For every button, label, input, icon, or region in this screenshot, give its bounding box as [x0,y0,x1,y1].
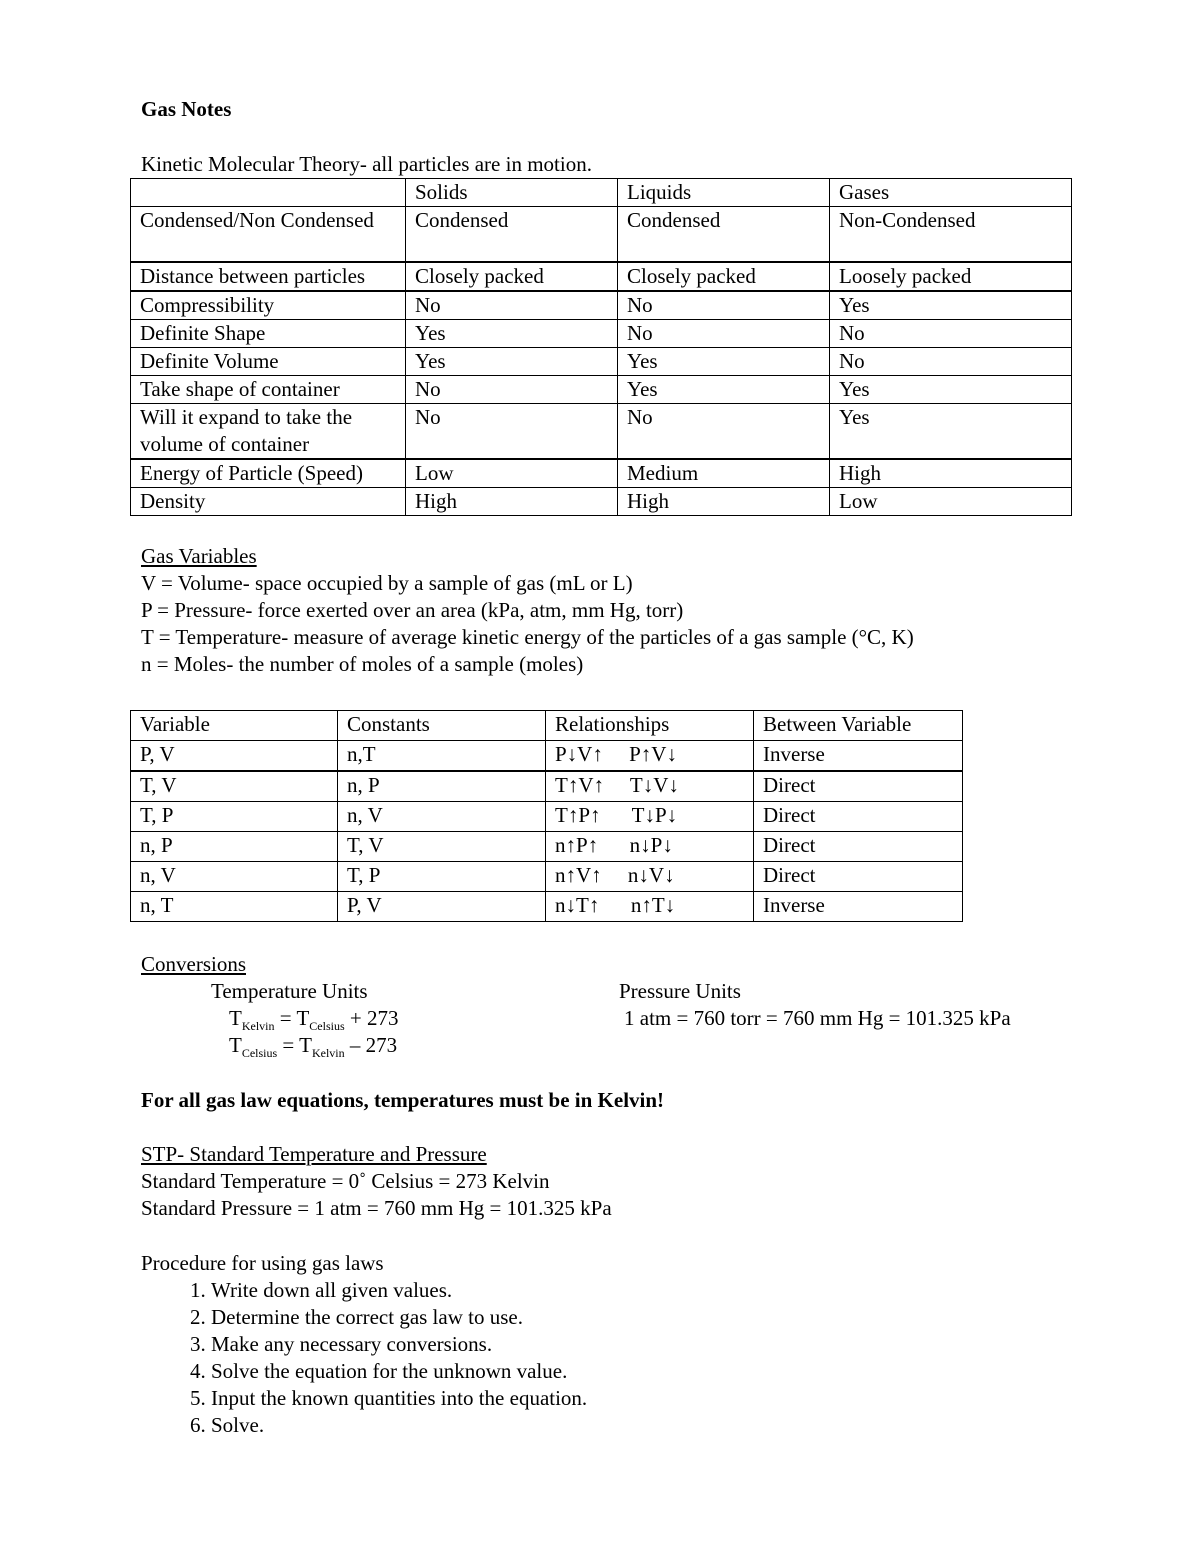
list-item: 2. Determine the correct gas law to use. [211,1304,587,1331]
table-cell: Energy of Particle (Speed) [131,459,406,488]
table-header-cell: Liquids [618,179,830,207]
table-cell: Loosely packed [830,262,1072,291]
table-cell: Low [406,459,618,488]
table-cell: n,T [338,741,546,772]
table-row [131,291,1072,320]
table-cell: No [406,376,618,404]
table-cell: Yes [618,376,830,404]
table-row [131,488,1072,516]
table-cell: No [406,291,618,320]
table-row [131,459,1072,488]
pressure-units-heading: Pressure Units [619,979,741,1003]
list-item: 6. Solve. [211,1412,587,1439]
table-cell: Closely packed [406,262,618,291]
table-cell: No [830,320,1072,348]
subscript-kelvin: Kelvin [311,1046,345,1060]
table-cell: Definite Volume [131,348,406,376]
table-cell: T↑P↑ T↓P↓ [546,802,754,832]
table-cell: n, V [338,802,546,832]
table-cell: T, V [338,832,546,862]
procedure-steps [141,1277,587,1439]
gas-variable-line: T = Temperature- measure of average kinetic energy of the particles of a gas sample (°C, K) [141,625,914,649]
table-cell: Yes [618,348,830,376]
stp-heading: STP- Standard Temperature and Pressure [141,1142,487,1166]
table-cell: T, V [131,771,338,802]
table-header-cell [131,179,406,207]
table-cell: No [618,291,830,320]
table-cell: Direct [754,802,963,832]
table-cell: Compressibility [131,291,406,320]
table-cell: Low [830,488,1072,516]
kelvin-note: For all gas law equations, temperatures must be in Kelvin! [141,1088,665,1112]
table-cell: Will it expand to take the volume of container [131,404,406,460]
symbol-t: T [229,1033,242,1057]
table-cell: Distance between particles [131,262,406,291]
list-item: 1. Write down all given values. [211,1277,587,1304]
list-item: 4. Solve the equation for the unknown value. [211,1358,587,1385]
table-cell: Yes [830,376,1072,404]
equation-rest: + 273 [344,1006,399,1030]
procedure-section [141,1250,587,1439]
table-cell: Yes [830,404,1072,460]
table-row [131,320,1072,348]
table-header-cell: Constants [338,711,546,741]
table-cell: T, P [131,802,338,832]
table-cell: Take shape of container [131,376,406,404]
table-header-cell: Between Variable [754,711,963,741]
table-row [131,348,1072,376]
list-item: 3. Make any necessary conversions. [211,1331,587,1358]
table-cell: High [406,488,618,516]
gas-variables-section [141,543,914,678]
kmt-intro: Kinetic Molecular Theory- all particles are in motion. [141,152,592,176]
table-row [131,207,1072,263]
list-item: 5. Input the known quantities into the equation. [211,1385,587,1412]
equals-sign: = [277,1033,300,1057]
table-cell: P, V [131,741,338,772]
subscript-celsius: Celsius [241,1046,278,1060]
table-cell: High [830,459,1072,488]
subscript-kelvin: Kelvin [241,1019,275,1033]
table-cell: Direct [754,832,963,862]
table-cell: T, P [338,862,546,892]
equation-rest: – 273 [344,1033,398,1057]
table-row [131,892,963,922]
table-cell: Closely packed [618,262,830,291]
symbol-t: T [299,1033,312,1057]
conversions-heading: Conversions [141,952,246,976]
pressure-equation: 1 atm = 760 torr = 760 mm Hg = 101.325 kPa [624,1006,1011,1030]
table-row [131,741,963,772]
table-cell: n↓T↑ n↑T↓ [546,892,754,922]
table-row [131,802,963,832]
table-cell: No [406,404,618,460]
table-header-row [131,711,963,741]
subscript-celsius: Celsius [309,1019,345,1033]
table-cell: P, V [338,892,546,922]
table-cell: High [618,488,830,516]
table-cell: Condensed [618,207,830,263]
stp-pressure: Standard Pressure = 1 atm = 760 mm Hg = 101.325 kPa [141,1196,612,1220]
table-header-cell: Relationships [546,711,754,741]
gas-variable-line: V = Volume- space occupied by a sample of gas (mL or L) [141,571,633,595]
gas-variables-heading: Gas Variables [141,544,257,568]
table-cell: Condensed/Non Condensed [131,207,406,263]
table-cell: Definite Shape [131,320,406,348]
celsius-conversion-equation [229,1032,397,1059]
stp-temperature: Standard Temperature = 0˚ Celsius = 273 Kelvin [141,1169,550,1193]
table-row [131,376,1072,404]
table-cell: Inverse [754,741,963,772]
table-row [131,862,963,892]
symbol-t: T [229,1006,242,1030]
table-cell: Direct [754,862,963,892]
table-row [131,832,963,862]
table-cell: Inverse [754,892,963,922]
table-cell: P↓V↑ P↑V↓ [546,741,754,772]
table-cell: No [830,348,1072,376]
table-header-cell: Solids [406,179,618,207]
table-cell: T↑V↑ T↓V↓ [546,771,754,802]
symbol-t: T [296,1006,310,1030]
table-row [131,404,1072,460]
equals-sign: = [274,1006,297,1030]
table-cell: n, P [338,771,546,802]
table-cell: n, P [131,832,338,862]
stp-section [141,1141,612,1222]
page-title: Gas Notes [141,97,232,121]
procedure-heading: Procedure for using gas laws [141,1251,384,1275]
table-cell: Condensed [406,207,618,263]
gas-variable-line: P = Pressure- force exerted over an area (kPa, atm, mm Hg, torr) [141,598,684,622]
temperature-units-heading: Temperature Units [211,979,368,1003]
table-cell: n, V [131,862,338,892]
variable-relationships-table [130,710,963,922]
table-row [131,262,1072,291]
table-cell: No [618,404,830,460]
table-header-cell: Gases [830,179,1072,207]
table-cell: Yes [406,320,618,348]
table-cell: Yes [830,291,1072,320]
kelvin-conversion-equation [229,1005,398,1032]
table-header-row [131,179,1072,207]
table-cell: n, T [131,892,338,922]
table-cell: Density [131,488,406,516]
table-cell: Direct [754,771,963,802]
table-cell: n↑V↑ n↓V↓ [546,862,754,892]
table-cell: Non-Condensed [830,207,1072,263]
table-cell: n↑P↑ n↓P↓ [546,832,754,862]
table-row [131,771,963,802]
gas-variable-line: n = Moles- the number of moles of a sample (moles) [141,652,584,676]
table-header-cell: Variable [131,711,338,741]
table-cell: Yes [406,348,618,376]
states-of-matter-table [130,178,1072,516]
table-cell: No [618,320,830,348]
table-cell: Medium [618,459,830,488]
